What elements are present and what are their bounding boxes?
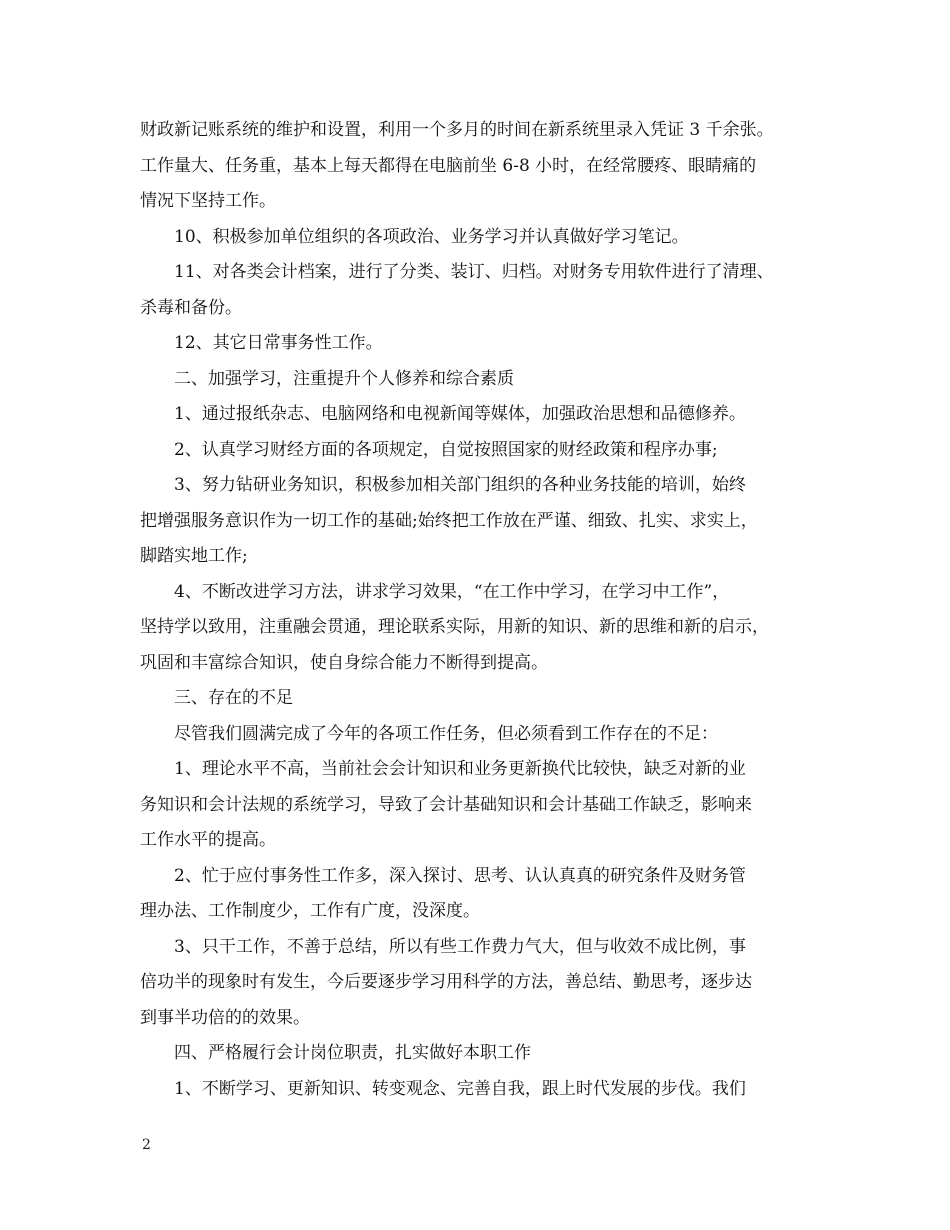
text-line: 到事半功倍的的效果。 [140,1007,310,1028]
text-line: 坚持学以致用，注重融会贯通，理论联系实际，用新的知识、新的思维和新的启示， [140,617,769,637]
body-text [140,113,820,1107]
text-line: 3、只干工作，不善于总结，所以有些工作费力气大，但与收效不成比例，事 [174,936,746,957]
text-line: 1、理论水平不高，当前社会会计知识和业务更新换代比较快，缺乏对新的业 [174,759,746,779]
text-line: 务知识和会计法规的系统学习，导致了会计基础知识和会计基础工作缺乏，影响来 [140,794,752,815]
text-line: 2、忙于应付事务性工作多，深入探讨、思考、认认真真的研究条件及财务管 [174,865,746,886]
text-line: 1、不断学习、更新知识、转变观念、完善自我，跟上时代发展的步伐。我们 [174,1078,746,1099]
text-line: 2、认真学习财经方面的各项规定，自觉按照国家的财经政策和程序办事; [174,439,718,460]
paragraph [140,255,820,326]
paragraph [140,575,820,682]
text-line: 巩固和丰富综合知识，使自身综合能力不断得到提高。 [140,652,548,673]
paragraph [140,681,820,717]
text-line: 3、努力钻研业务知识，积极参加相关部门组织的各种业务技能的培训，始终 [174,475,746,495]
paragraph [140,397,820,433]
paragraph [140,220,820,256]
page-number: 2 [142,1137,151,1153]
text-line: 10、积极参加单位组织的各项政治、业务学习并认真做好学习笔记。 [174,226,689,247]
paragraph [140,859,820,930]
paragraph [140,752,820,859]
text-line: 把增强服务意识作为一切工作的基础;始终把工作放在严谨、细致、扎实、求实上， [140,510,758,531]
paragraph [140,717,820,753]
text-line: 情况下坚持工作。 [140,191,276,211]
text-line: 12、其它日常事务性工作。 [174,333,383,353]
text-line: 理办法、工作制度少，工作有广度，没深度。 [140,901,480,921]
text-line: 杀毒和备份。 [140,297,242,318]
text-line: 4、不断改进学习方法，讲求学习效果，“在工作中学习，在学习中工作”， [174,581,730,602]
paragraph [140,1036,820,1072]
paragraph [140,1072,820,1108]
paragraph [140,113,820,220]
text-line: 四、严格履行会计岗位职责，扎实做好本职工作 [174,1043,531,1063]
paragraph [140,326,820,362]
text-line: 11、对各类会计档案，进行了分类、装订、归档。对财务专用软件进行了清理、 [174,262,774,282]
text-line: 尽管我们圆满完成了今年的各项工作任务，但必须看到工作存在的不足： [174,723,718,744]
text-line: 二、加强学习，注重提升个人修养和综合素质 [174,368,514,389]
text-line: 工作量大、任务重，基本上每天都得在电脑前坐 6-8 小时，在经常腰疼、眼睛痛的 [140,155,757,176]
paragraph [140,468,820,575]
paragraph [140,930,820,1037]
text-line: 1、通过报纸杂志、电脑网络和电视新闻等媒体，加强政治思想和品德修养。 [174,404,746,424]
text-line: 财政新记账系统的维护和设置，利用一个多月的时间在新系统里录入凭证 3 千余张。 [140,120,774,140]
text-line: 倍功半的现象时有发生，今后要逐步学习用科学的方法，善总结、勤思考，逐步达 [140,972,752,992]
text-line: 三、存在的不足 [174,688,293,708]
paragraph [140,433,820,469]
text-line: 脚踏实地工作; [140,546,248,566]
paragraph [140,362,820,398]
text-line: 工作水平的提高。 [140,830,276,850]
